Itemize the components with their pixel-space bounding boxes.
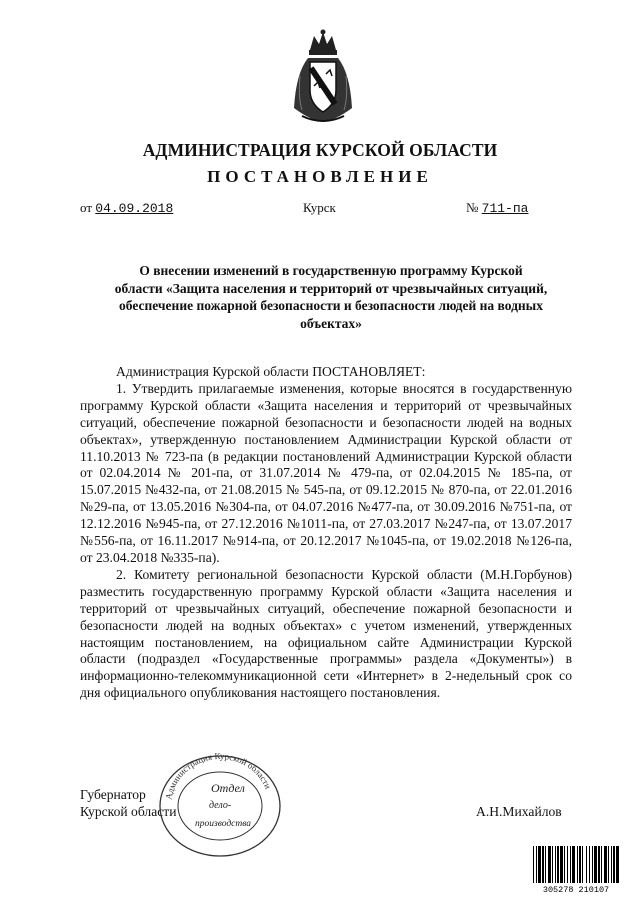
barcode-bar <box>589 846 590 883</box>
coat-of-arms-emblem <box>290 28 356 126</box>
document-body <box>80 364 572 702</box>
barcode-bar <box>564 846 565 883</box>
position-line-2: Курской области <box>80 804 177 819</box>
position-line-1: Губернатор <box>80 787 146 802</box>
city-label: Курск <box>303 200 336 215</box>
barcode-bar <box>552 846 553 883</box>
barcode-bar <box>570 846 571 883</box>
resolution-intro: Администрация Курской области ПОСТАНОВЛЯЕТ: <box>116 364 426 379</box>
document-type-heading: ПОСТАНОВЛЕНИЕ <box>207 167 433 186</box>
title-line: объектах» <box>300 315 362 331</box>
barcode-bar <box>611 846 612 883</box>
title-line: обеспечение пожарной безопасности и безопасности людей на водных <box>119 298 543 313</box>
number-prefix: № <box>466 200 479 215</box>
barcode-bar <box>594 846 597 883</box>
barcode-bar <box>555 846 556 883</box>
barcode-bar <box>579 846 581 883</box>
paragraph-1: 1. Утвердить прилагаемые изменения, которые вносятся в государственную программу Курской области «Защита населения и территорий от чрезвычайных ситуаций, обеспечение пожарной безопасности и безопасности людей на водных объектах», утвержденную постановлением Администрации Курской области от 11.10.2013 № 723-па (в редакции постановлений Администрации Курской области от 02.04.2014 № 201-па, от 31.07.2014 № 479-па, от 02.04.2015 № 185-па, от 15.07.2015 №432-па, от 21.08.2015 № 545-па, от 09.12.2015 № 870-па, от 22.01.2016 №29-па, от 13.05.2016 №304-па, от 04.07.2016 №477-па, от 30.09.2016 №751-па, от 12.12.2016 №945-па, от 27.12.2016 №1011-па, от 27.03.2017 №247-па, от 13.07.2017 №556-па, от 16.11.2017 №914-па, от 20.12.2017 №1045-па, от 19.02.2018 №126-па, от 23.04.2018 №335-па). <box>80 380 572 565</box>
barcode-bar <box>592 846 593 883</box>
barcode-bar <box>567 846 568 883</box>
barcode-bar <box>601 846 602 883</box>
barcode-bar <box>577 846 578 883</box>
barcode-bar <box>560 846 563 883</box>
barcode-bar <box>604 846 607 883</box>
barcode-bar <box>616 846 619 883</box>
barcode-bar <box>613 846 615 883</box>
barcode-bar <box>545 846 546 883</box>
document-title <box>96 262 566 332</box>
document-number: 711-па <box>481 201 529 216</box>
official-stamp <box>155 748 285 858</box>
barcode-bar <box>536 846 537 883</box>
stamp-center-line-1: Отдел <box>211 781 245 795</box>
barcode-bar <box>548 846 551 883</box>
barcode-bar <box>572 846 575 883</box>
barcode-bar <box>586 846 587 883</box>
date-field <box>80 200 199 216</box>
document-date: 04.09.2018 <box>95 201 174 216</box>
date-prefix: от <box>80 200 93 215</box>
stamp-ring-text: Администрация Курской области <box>163 750 274 801</box>
barcode <box>531 846 621 894</box>
barcode-bar <box>533 846 534 883</box>
title-line: области «Защита населения и территорий от чрезвычайных ситуаций, <box>114 280 548 296</box>
barcode-bar <box>608 846 609 883</box>
barcode-bar <box>598 846 600 883</box>
barcode-bar <box>538 846 541 883</box>
barcode-bar <box>542 846 544 883</box>
title-line: О внесении изменений в государственную программу Курской <box>139 263 523 278</box>
barcode-bar <box>557 846 559 883</box>
stamp-center-line-3: производства <box>195 819 252 829</box>
signatory-name: А.Н.Михайлов <box>476 804 562 819</box>
number-field <box>466 200 550 216</box>
organization-heading: АДМИНИСТРАЦИЯ КУРСКОЙ ОБЛАСТИ <box>142 140 498 160</box>
paragraph-2: 2. Комитету региональной безопасности Курской области (М.Н.Горбунов) разместить государственную программу Курской области «Защита населения и территорий от чрезвычайных ситуаций, обеспечение пожарной безопасности и безопасности людей на водных объектах» с учетом изменений, утвержденных настоящим постановлением, на официальном сайте Администрации Курской области (подраздел «Государственные программы» раздела «Документы») в информационно-телекоммуникационной сети «Интернет» в 2-недельный срок со дня официального опубликования настоящего постановления. <box>80 566 572 701</box>
barcode-number: 305278 210107 <box>542 885 610 894</box>
barcode-bar <box>582 846 583 883</box>
stamp-center-line-2: дело- <box>209 800 232 811</box>
